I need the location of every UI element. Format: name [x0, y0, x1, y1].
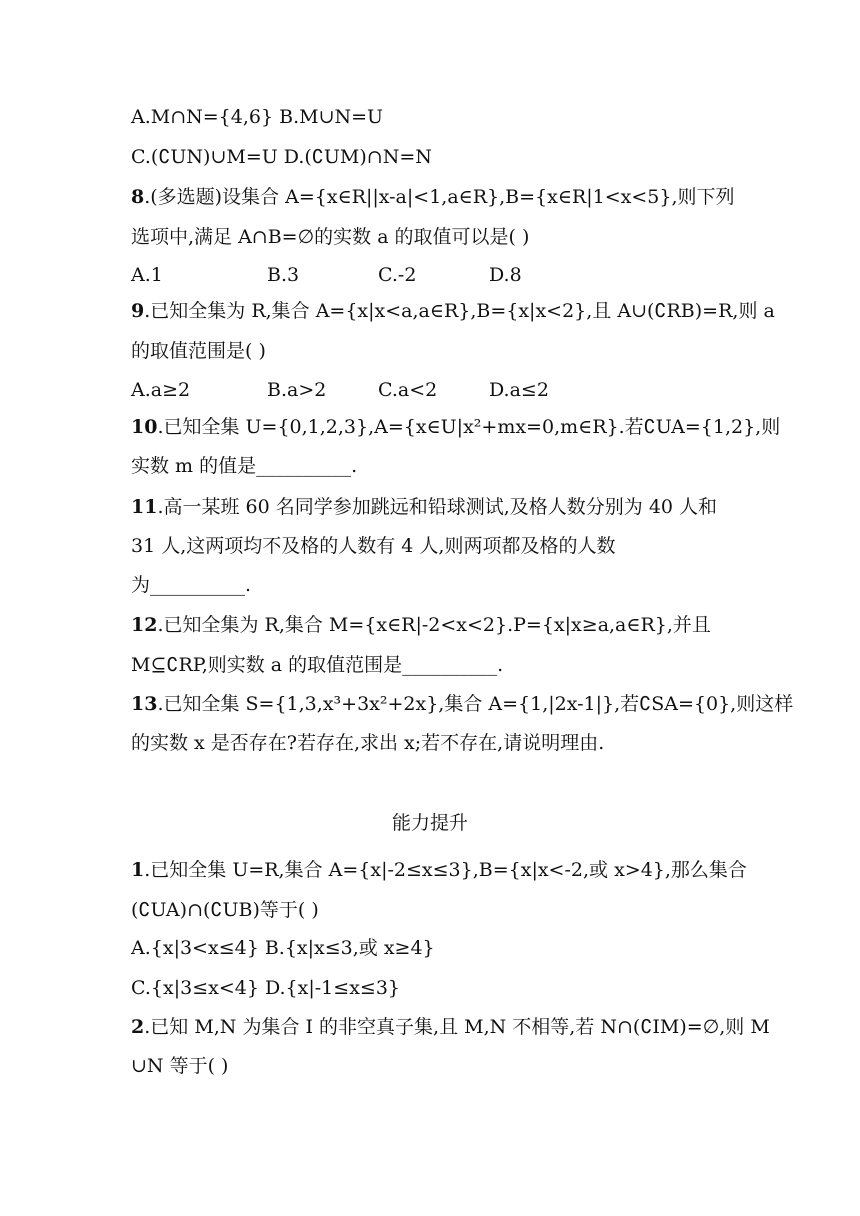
line-text: C.(∁UN)∪M=U D.(∁UM)∩N=N: [131, 146, 432, 168]
line-text: C.{x|3≤x<4} D.{x|-1≤x≤3}: [131, 977, 401, 999]
q11-line-1: [131, 494, 717, 520]
q12-line-2: [131, 652, 503, 678]
s2-q1-line-1: [131, 857, 747, 883]
s2-q2-line-2: [131, 1053, 228, 1079]
question-number: 13: [131, 693, 158, 715]
question-text: .已知全集为 R,集合 M={x∈R|-2<x<2}.P={x|x≥a,a∈R},并且: [157, 614, 711, 636]
question-text: .(多选题)设集合 A={x∈R||x-a|<1,a∈R},B={x∈R|1<x<5},则下列: [144, 186, 735, 208]
s2-q1-options-cd: [131, 975, 400, 1001]
line-text: (∁UA)∩(∁UB)等于( ): [131, 899, 319, 921]
line-text: 实数 m 的值是__________.: [131, 455, 358, 477]
line-text: A.{x|3<x≤4} B.{x|x≤3,或 x≥4}: [131, 937, 435, 959]
option-c: C.-2: [378, 264, 417, 286]
s2-q1-options-ab: [131, 935, 435, 961]
option-b: B.3: [267, 264, 300, 286]
q8-line-1: [131, 184, 734, 210]
q9-options: [131, 377, 549, 403]
line-text: 31 人,这两项均不及格的人数有 4 人,则两项都及格的人数: [131, 535, 616, 557]
q9-line-2: [131, 338, 266, 364]
s2-q1-line-2: [131, 897, 319, 923]
question-number: 12: [131, 614, 158, 636]
question-number: 1: [131, 859, 145, 881]
option-d: D.a≤2: [489, 379, 549, 401]
line-text: 的实数 x 是否存在?若存在,求出 x;若不存在,请说明理由.: [131, 732, 605, 754]
question-number: 11: [131, 496, 158, 518]
q10-line-1: [131, 414, 780, 440]
q10-line-2: [131, 453, 357, 479]
line-text: ∪N 等于( ): [131, 1055, 229, 1077]
question-text: .已知 M,N 为集合 I 的非空真子集,且 M,N 不相等,若 N∩(∁IM)=∅,则 M: [144, 1016, 770, 1038]
q13-line-1: [131, 691, 793, 717]
q12-line-1: [131, 612, 711, 638]
line-text: 的取值范围是( ): [131, 340, 266, 362]
question-text: .高一某班 60 名同学参加跳远和铅球测试,及格人数分别为 40 人和: [157, 496, 718, 518]
line-text: M⊆∁RP,则实数 a 的取值范围是__________.: [131, 654, 504, 676]
question-number: 9: [131, 300, 145, 322]
q8-line-2: [131, 224, 529, 250]
option-a: A.1: [131, 264, 163, 286]
question-text: .已知全集 U=R,集合 A={x|-2≤x≤3},B={x|x<-2,或 x>4},那么集合: [144, 859, 747, 881]
question-text: .已知全集 U={0,1,2,3},A={x∈U|x²+mx=0,m∈R}.若∁UA={1,2},则: [157, 416, 781, 438]
q9-line-1: [131, 298, 775, 324]
q7-options-ab: [131, 104, 383, 130]
line-text: A.M∩N={4,6} B.M∪N=U: [131, 106, 384, 128]
question-number: 8: [131, 186, 145, 208]
question-text: .已知全集 S={1,3,x³+3x²+2x},集合 A={1,|2x-1|},若∁SA={0},则这样: [157, 693, 794, 715]
q7-options-cd: [131, 144, 432, 170]
option-a: A.a≥2: [131, 379, 191, 401]
question-number: 2: [131, 1016, 145, 1038]
q11-line-2: [131, 533, 615, 559]
option-c: C.a<2: [378, 379, 438, 401]
q11-line-3: [131, 572, 251, 598]
section-title: 能力提升: [391, 812, 468, 834]
q8-options: [131, 262, 522, 288]
question-text: .已知全集为 R,集合 A={x|x<a,a∈R},B={x|x<2},且 A∪(∁RB)=R,则 a: [144, 300, 775, 322]
option-d: D.8: [489, 264, 522, 286]
option-b: B.a>2: [267, 379, 327, 401]
line-text: 选项中,满足 A∩B=∅的实数 a 的取值可以是( ): [131, 226, 530, 248]
q13-line-2: [131, 730, 604, 756]
s2-q2-line-1: [131, 1014, 770, 1040]
line-text: 为__________.: [131, 574, 252, 596]
question-number: 10: [131, 416, 158, 438]
